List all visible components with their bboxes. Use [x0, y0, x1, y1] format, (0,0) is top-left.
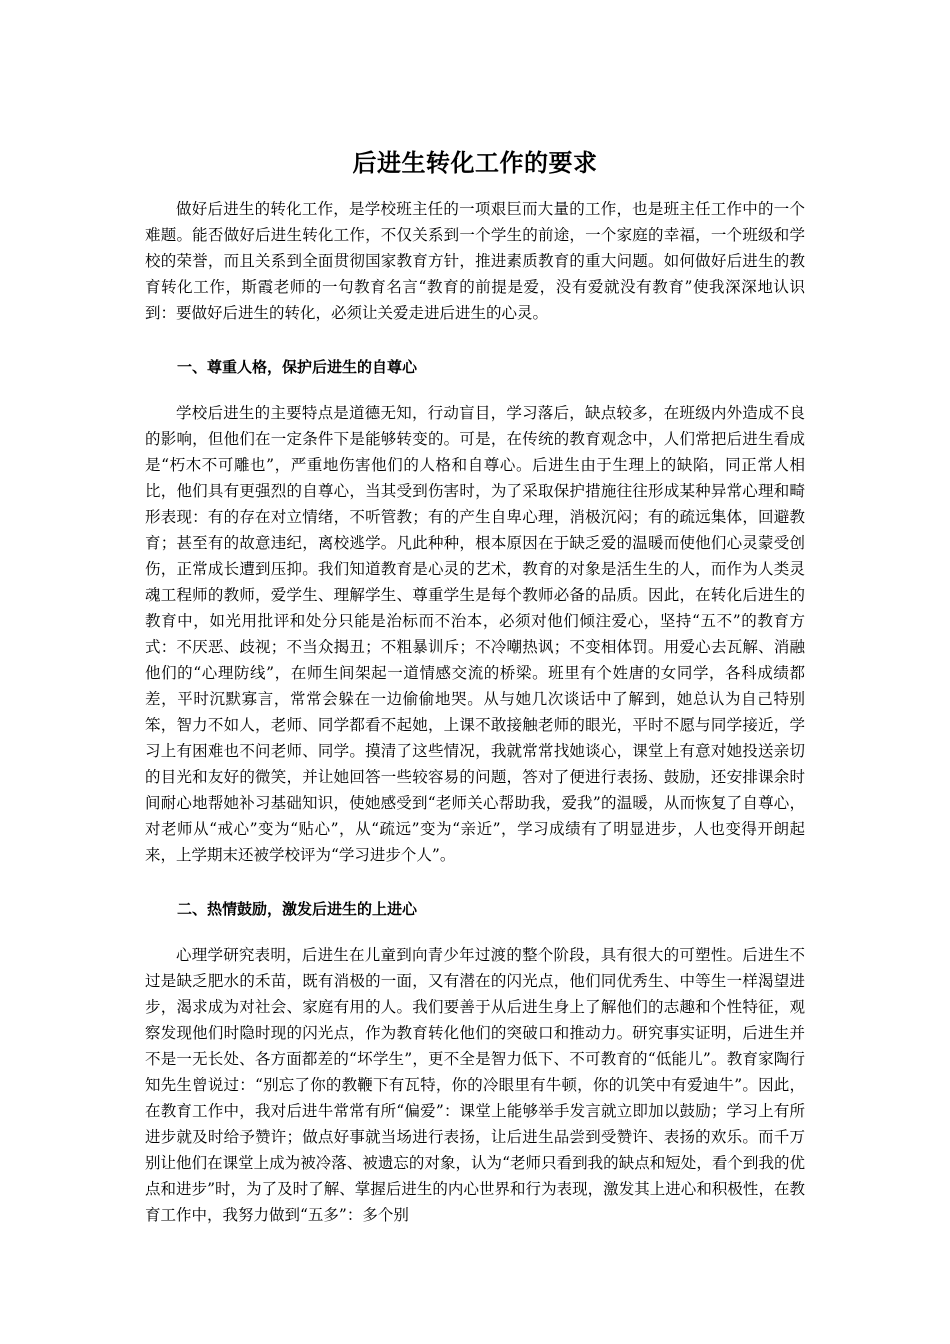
document-body: [145, 196, 805, 1228]
spacer: [145, 922, 805, 942]
spacer: [145, 326, 805, 354]
intro-paragraph: 做好后进生的转化工作，是学校班主任的一项艰巨而大量的工作，也是班主任工作中的一个难题。能否做好后进生转化工作，不仅关系到一个学生的前途，一个家庭的幸福，一个班级和学校的荣誉，而且关系到全面贯彻国家教育方针，推进素质教育的重大问题。如何做好后进生的教育转化工作，斯霞老师的一句教育名言“教育的前提是爱，没有爱就没有教育”使我深深地认识到：要做好后进生的转化，必须让关爱走进后进生的心灵。: [145, 200, 805, 322]
page-title: 后进生转化工作的要求: [352, 148, 598, 178]
section-heading-1: 一、尊重人格，保护后进生的自尊心: [177, 358, 418, 376]
section-paragraph-1: 学校后进生的主要特点是道德无知，行动盲目，学习落后，缺点较多，在班级内外造成不良的影响，但他们在一定条件下是能够转变的。可是，在传统的教育观念中，人们常把后进生看成是“朽木不可雕也”，严重地伤害他们的人格和自尊心。后进生由于生理上的缺陷，同正常人相比，他们具有更强烈的自尊心，当其受到伤害时，为了采取保护措施往往形成某种异常心理和畸形表现：有的存在对立情绪，不听管教；有的产生自卑心理，消极沉闷；有的疏远集体，回避教育；甚至有的故意违纪，离校逃学。凡此种种，根本原因在于缺乏爱的温暖而使他们心灵蒙受创伤，正常成长遭到压抑。我们知道教育是心灵的艺术，教育的对象是活生生的人，而作为人类灵魂工程师的教师，爱学生、理解学生、尊重学生是每个教师必备的品质。因此，在转化后进生的教育中，如光用批评和处分只能是治标而不治本，必须对他们倾注爱心，坚持“五不”的教育方式：不厌恶、歧视；不当众揭丑；不粗暴训斥；不冷嘲热讽；不变相体罚。用爱心去瓦解、消融他们的“心理防线”，在师生间架起一道情感交流的桥梁。班里有个姓唐的女同学，各科成绩都差，平时沉默寡言，常常会躲在一边偷偷地哭。从与她几次谈话中了解到，她总认为自己特别笨，智力不如人，老师、同学都看不起她，上课不敢接触老师的眼光，平时不愿与同学接近，学习上有困难也不问老师、同学。摸清了这些情况，我就常常找她谈心，课堂上有意对她投送亲切的目光和友好的微笑，并让她回答一些较容易的问题，答对了便进行表扬、鼓励，还安排课余时间耐心地帮她补习基础知识，使她感受到“老师关心帮助我，爱我”的温暖，从而恢复了自尊心，对老师从“戒心”变为“贴心”，从“疏远”变为“亲近”，学习成绩有了明显进步，人也变得开朗起来，上学期末还被学校评为“学习进步个人”。: [145, 404, 805, 864]
spacer: [145, 868, 805, 896]
spacer: [145, 380, 805, 400]
section-paragraph-2: 心理学研究表明，后进生在儿童到向青少年过渡的整个阶段，具有很大的可塑性。后进生不过是缺乏肥水的禾苗，既有消极的一面，又有潜在的闪光点，他们同优秀生、中等生一样渴望进步，渴求成为对社会、家庭有用的人。我们要善于从后进生身上了解他们的志趣和个性特征，观察发现他们时隐时现的闪光点，作为教育转化他们的突破口和推动力。研究事实证明，后进生并不是一无长处、各方面都差的“坏学生”，更不全是智力低下、不可教育的“低能儿”。教育家陶行知先生曾说过：“别忘了你的教鞭下有瓦特，你的冷眼里有牛顿，你的讥笑中有爱迪牛”。因此，在教育工作中，我对后进牛常常有所“偏爱”：课堂上能够举手发言就立即加以鼓励；学习上有所进步就及时给予赞许；做点好事就当场进行表扬，让后进生品尝到受赞许、表扬的欢乐。而千万别让他们在课堂上成为被冷落、被遗忘的对象，认为“老师只看到我的缺点和短处，看个到我的优点和进步”时，为了及时了解、掌握后进生的内心世界和行为表现，激发其上进心和积极性，在教育工作中，我努力做到“五多”：多个别: [145, 946, 805, 1224]
section-heading-2: 二、热情鼓励，激发后进生的上进心: [177, 900, 418, 918]
